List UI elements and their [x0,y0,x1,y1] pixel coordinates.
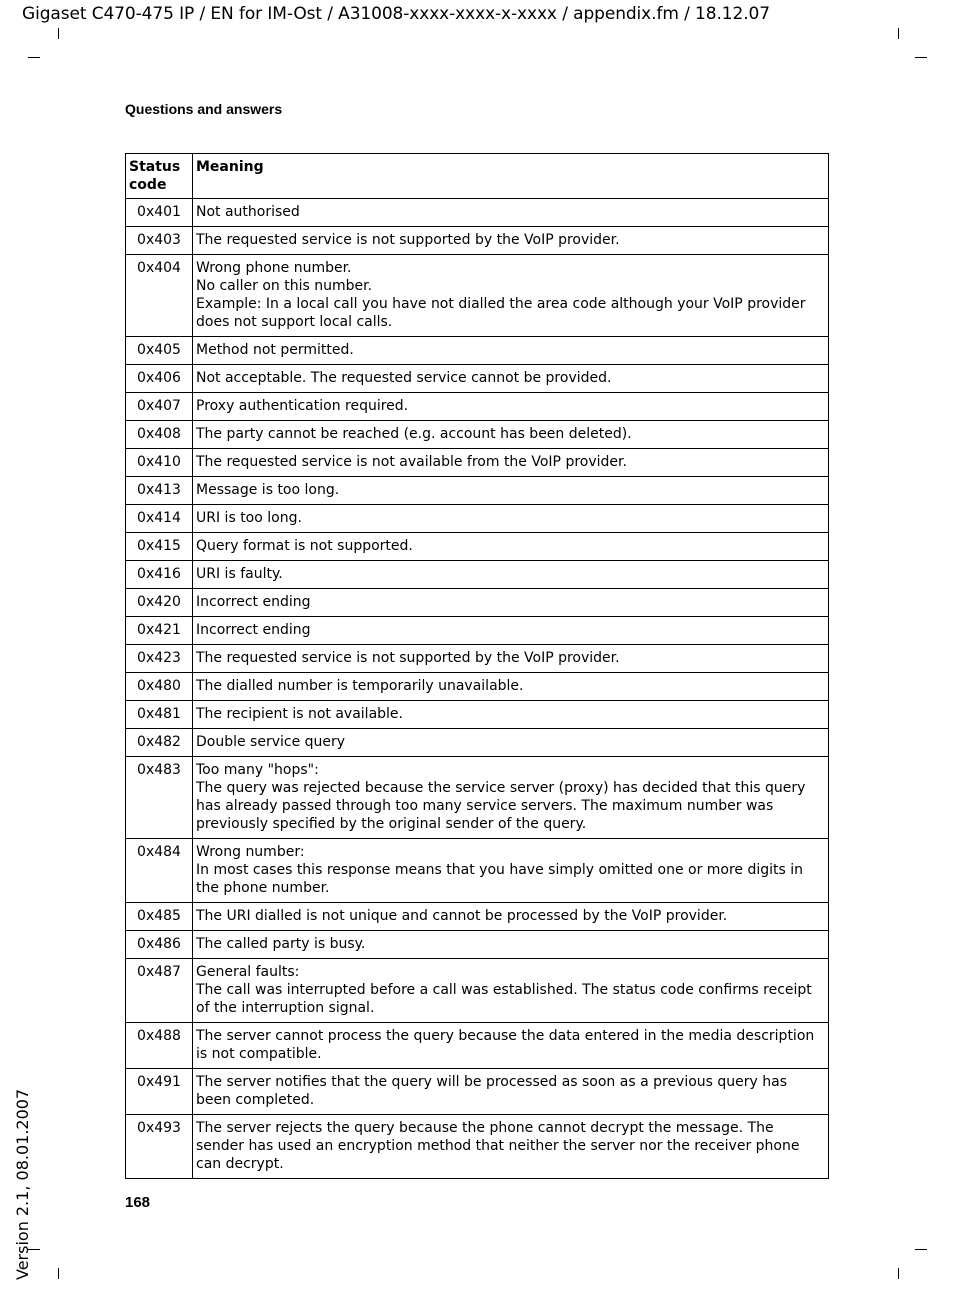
meaning-text: The URI dialled is not unique and cannot be processed by the VoIP provider. [196,908,728,924]
meaning-text: Query format is not supported. [196,538,413,554]
meaning-cell [193,931,829,959]
table-row [126,839,829,903]
meaning-text: The call was interrupted before a call was established. The status code confirms receipt of the interruption signal. [196,982,812,1016]
table-row [126,255,829,337]
meaning-cell [193,1023,829,1069]
meaning-text: URI is too long. [196,510,302,526]
meaning-text: The called party is busy. [196,936,366,952]
status-code-cell: 0x481 [126,701,193,729]
meaning-text: Message is too long. [196,482,340,498]
version-label: Version 2.1, 08.01.2007 [13,1088,32,1280]
table-row [126,673,829,701]
table-row [126,533,829,561]
meaning-text: Incorrect ending [196,622,311,638]
meaning-cell [193,729,829,757]
status-code-cell: 0x404 [126,255,193,337]
table-row [126,931,829,959]
status-code-cell: 0x423 [126,645,193,673]
status-code-header [126,154,193,199]
meaning-text: Wrong phone number. [196,260,352,276]
meaning-text: Incorrect ending [196,594,311,610]
meaning-cell [193,393,829,421]
status-code-cell: 0x488 [126,1023,193,1069]
status-code-cell: 0x421 [126,617,193,645]
status-code-cell: 0x403 [126,227,193,255]
header-text: Status [129,159,181,175]
status-code-cell: 0x491 [126,1069,193,1115]
meaning-cell [193,337,829,365]
table-row [126,757,829,839]
status-code-cell: 0x493 [126,1115,193,1179]
status-code-cell: 0x485 [126,903,193,931]
meaning-text: Example: In a local call you have not dialled the area code although your VoIP provider does not support local calls. [196,296,806,330]
meaning-cell [193,533,829,561]
meaning-text: In most cases this response means that you have simply omitted one or more digits in the phone number. [196,862,804,896]
meaning-text: Too many "hops": [196,762,319,778]
table-row [126,199,829,227]
meaning-text: The requested service is not supported by the VoIP provider. [196,650,620,666]
status-code-cell: 0x416 [126,561,193,589]
meaning-text: Double service query [196,734,346,750]
crop-mark [915,1249,927,1250]
meaning-text: URI is faulty. [196,566,283,582]
meaning-cell [193,903,829,931]
meaning-cell [193,645,829,673]
meaning-cell [193,617,829,645]
table-row [126,1023,829,1069]
page-number: 168 [125,1194,151,1211]
table-row [126,365,829,393]
table-row [126,959,829,1023]
status-code-cell: 0x414 [126,505,193,533]
table-row [126,1115,829,1179]
status-code-cell: 0x410 [126,449,193,477]
meaning-header: Meaning [193,154,829,199]
table-row [126,701,829,729]
table-row [126,589,829,617]
meaning-text: General faults: [196,964,300,980]
status-code-cell: 0x413 [126,477,193,505]
meaning-text: Proxy authentication required. [196,398,409,414]
meaning-text: The server cannot process the query because the data entered in the media description is not compatible. [196,1028,815,1062]
status-code-cell: 0x487 [126,959,193,1023]
meaning-cell [193,1115,829,1179]
table-row [126,227,829,255]
section-title: Questions and answers [125,101,283,117]
meaning-text: The dialled number is temporarily unavailable. [196,678,524,694]
meaning-cell [193,477,829,505]
table-row [126,1069,829,1115]
meaning-cell [193,561,829,589]
table-row [126,729,829,757]
table-row [126,393,829,421]
status-code-cell: 0x408 [126,421,193,449]
table-header-row [126,154,829,199]
crop-mark [898,28,899,39]
meaning-text: Not authorised [196,204,300,220]
crop-mark [915,57,927,58]
meaning-text: The requested service is not available from the VoIP provider. [196,454,627,470]
status-code-cell: 0x401 [126,199,193,227]
table-row [126,561,829,589]
meaning-cell [193,1069,829,1115]
table-row [126,421,829,449]
table-row [126,645,829,673]
meaning-cell [193,227,829,255]
meaning-text: Not acceptable. The requested service cannot be provided. [196,370,612,386]
meaning-text: Method not permitted. [196,342,354,358]
meaning-cell [193,757,829,839]
meaning-cell [193,199,829,227]
header-text: code [129,177,167,193]
meaning-text: No caller on this number. [196,278,373,294]
running-head: Gigaset C470-475 IP / EN for IM-Ost / A31008-xxxx-xxxx-x-xxxx / appendix.fm / 18.12.07 [22,4,770,24]
meaning-cell [193,673,829,701]
meaning-text: The server rejects the query because the phone cannot decrypt the message. The sender has used an encryption method that neither the server nor the receiver phone can decrypt. [196,1120,800,1172]
status-code-table [125,153,829,1179]
table-row [126,337,829,365]
meaning-cell [193,255,829,337]
status-code-cell: 0x480 [126,673,193,701]
table-row [126,505,829,533]
status-code-cell: 0x415 [126,533,193,561]
table-body [126,199,829,1179]
meaning-cell [193,365,829,393]
meaning-cell [193,959,829,1023]
meaning-cell [193,589,829,617]
meaning-text: The recipient is not available. [196,706,403,722]
meaning-cell [193,421,829,449]
meaning-cell [193,449,829,477]
meaning-text: Wrong number: [196,844,305,860]
meaning-cell [193,839,829,903]
status-code-cell: 0x482 [126,729,193,757]
status-code-cell: 0x407 [126,393,193,421]
crop-mark [58,28,59,39]
crop-mark [58,1268,59,1279]
meaning-cell [193,701,829,729]
status-code-cell: 0x420 [126,589,193,617]
status-code-cell: 0x486 [126,931,193,959]
status-code-cell: 0x483 [126,757,193,839]
meaning-text: The server notifies that the query will be processed as soon as a previous query has been completed. [196,1074,788,1108]
meaning-cell [193,505,829,533]
status-code-cell: 0x484 [126,839,193,903]
table-row [126,449,829,477]
table-row [126,903,829,931]
meaning-text: The query was rejected because the service server (proxy) has decided that this query has already passed through too many service servers. The maximum number was previously specified by the original sender of the query. [196,780,806,832]
table-row [126,617,829,645]
meaning-text: The requested service is not supported by the VoIP provider. [196,232,620,248]
meaning-text: The party cannot be reached (e.g. account has been deleted). [196,426,632,442]
crop-mark [28,57,40,58]
status-code-cell: 0x406 [126,365,193,393]
status-code-cell: 0x405 [126,337,193,365]
crop-mark [898,1268,899,1279]
table-row [126,477,829,505]
